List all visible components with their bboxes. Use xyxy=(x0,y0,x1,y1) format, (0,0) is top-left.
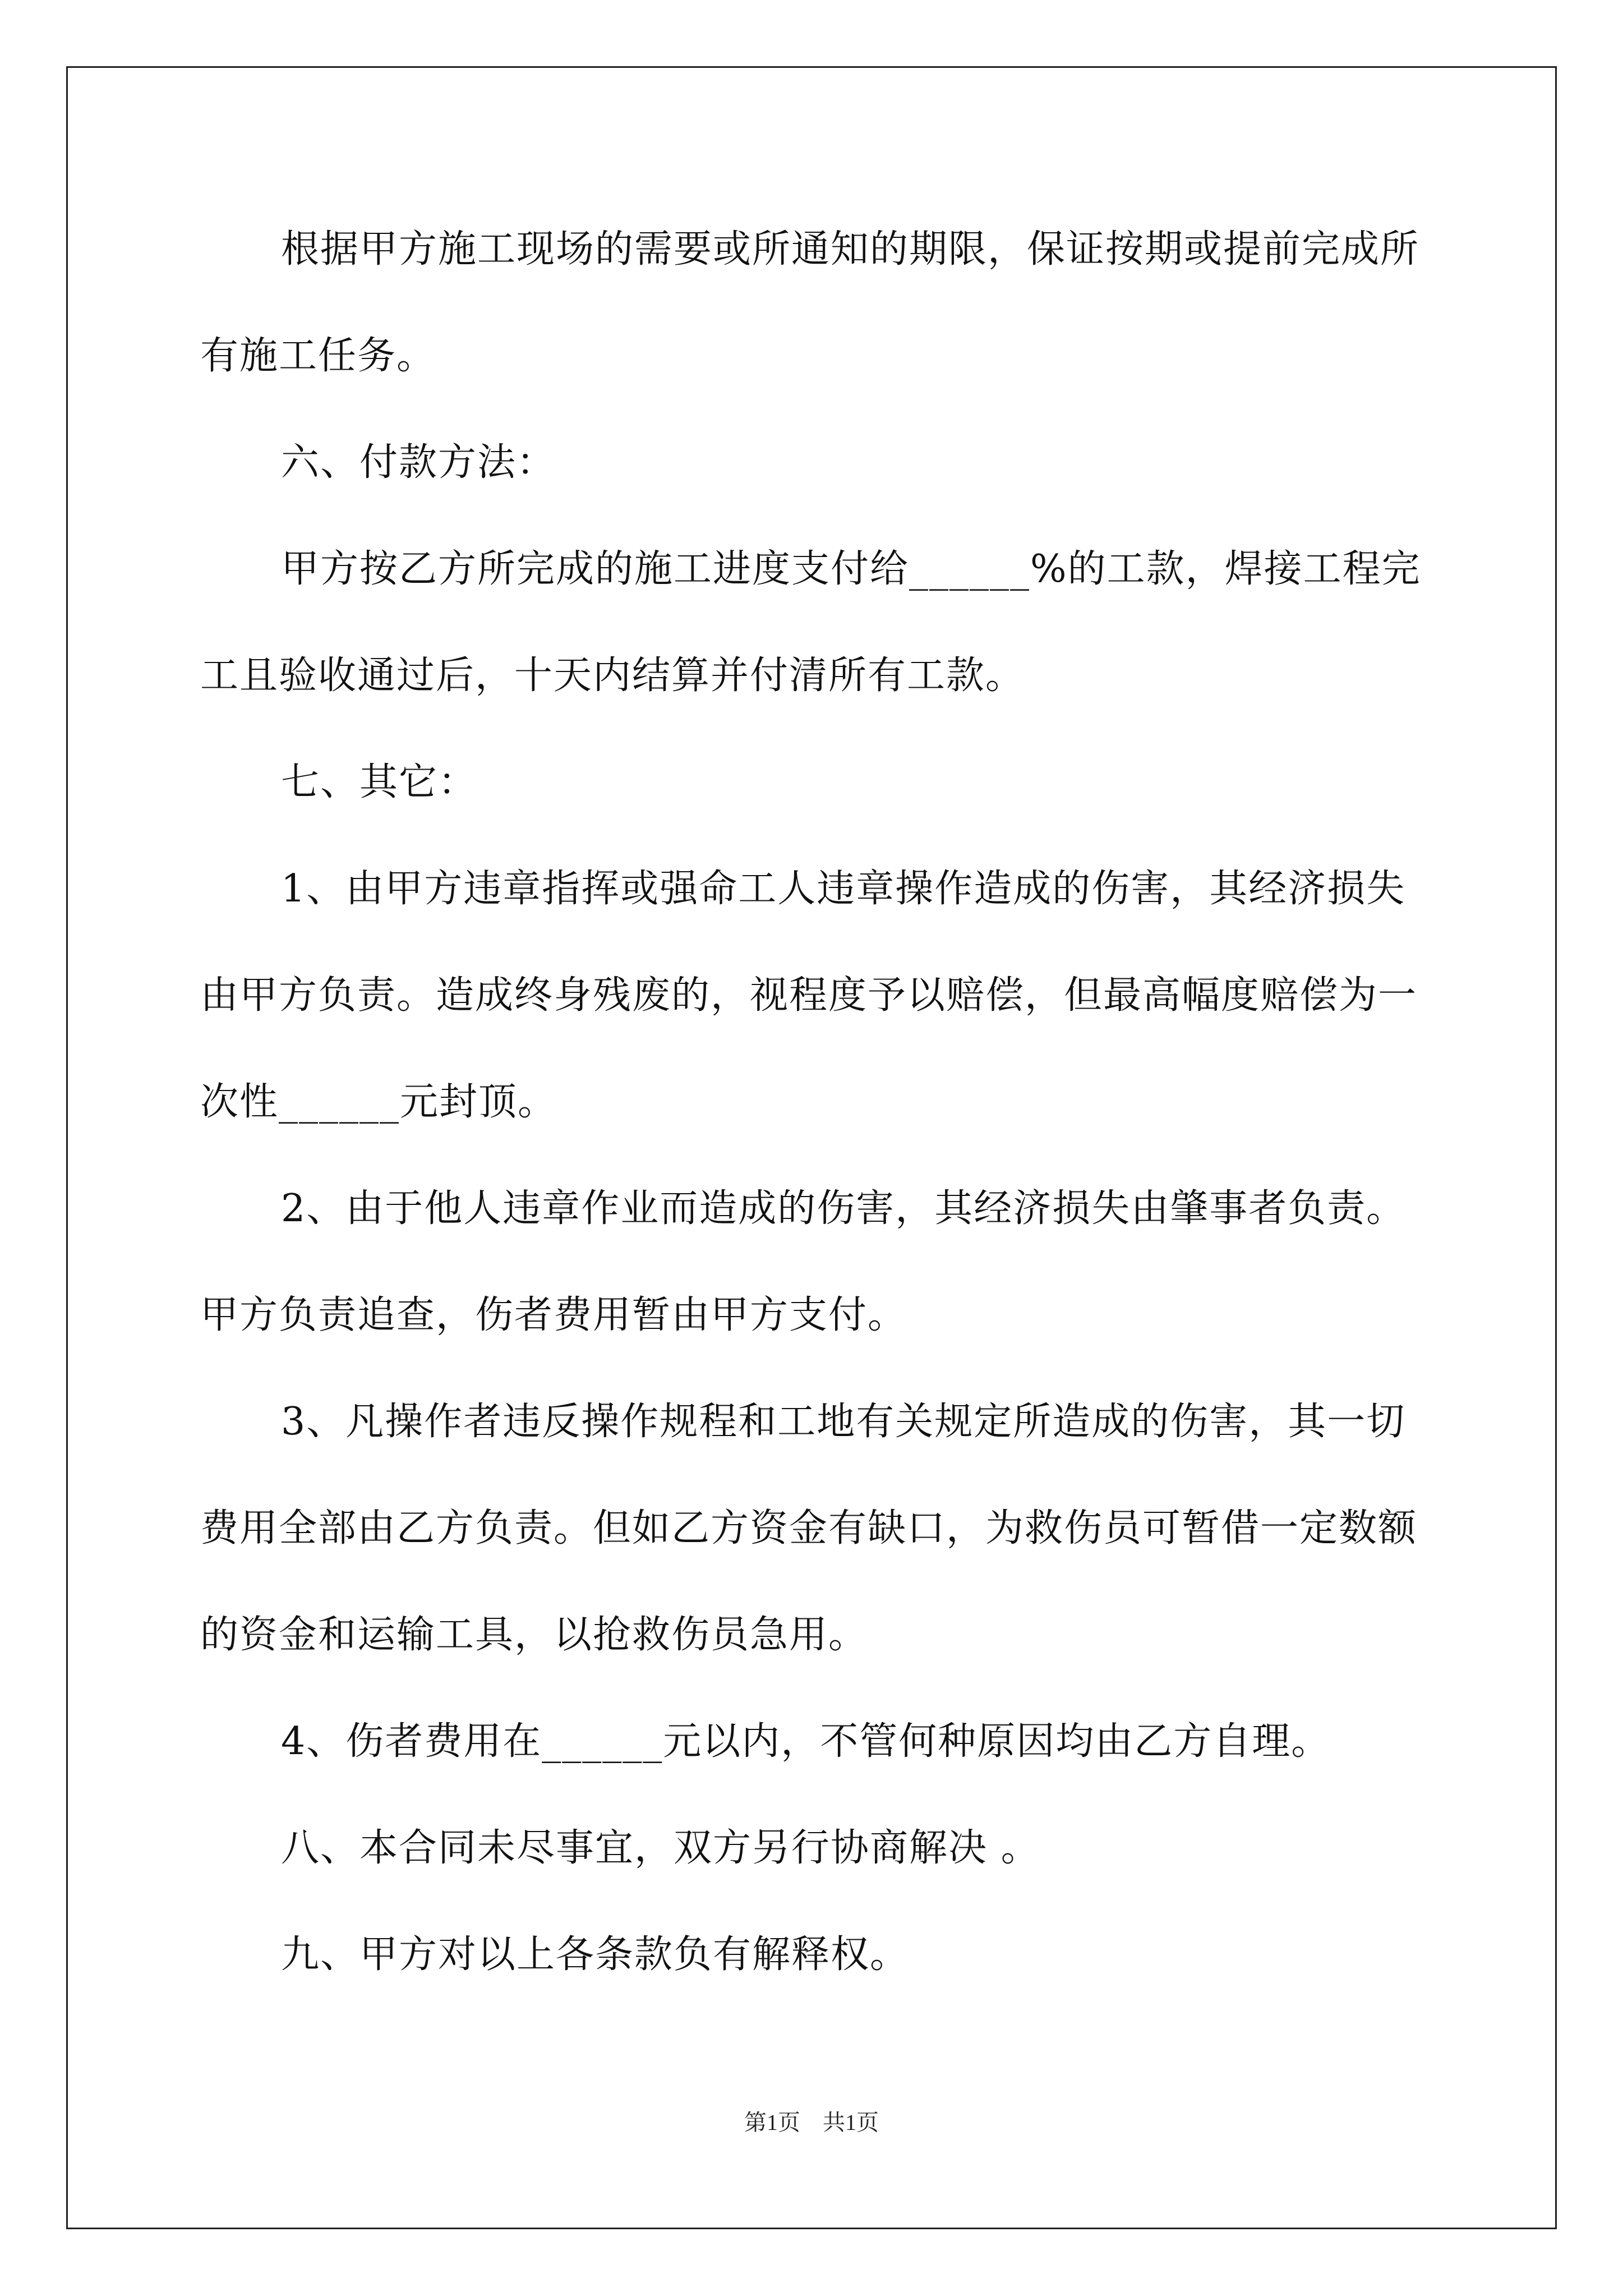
clause-1: 1、由甲方违章指挥或强命工人违章操作造成的伤害，其经济损失由甲方负责。造成终身残废的，视程度予以赔偿，但最高幅度赔偿为一次性______元封顶。 xyxy=(200,867,1418,1124)
clause-3: 3、凡操作者违反操作规程和工地有关规定所造成的伤害，其一切费用全部由乙方负责。但如乙方资金有缺口，为救伤员可暂借一定数额的资金和运输工具，以抢救伤员急用。 xyxy=(200,1400,1418,1657)
section-nine: 九、甲方对以上各条款负有解释权。 xyxy=(281,1932,910,1977)
clause-2: 2、由于他人违章作业而造成的伤害，其经济损失由肇事者负责。甲方负责追查，伤者费用暂由甲方支付。 xyxy=(200,1186,1406,1337)
clause-4: 4、伤者费用在______元以内，不管何种原因均由乙方自理。 xyxy=(281,1719,1331,1764)
heading-payment-method: 六、付款方法： xyxy=(281,440,556,485)
page-footer: 第1页 共1页 xyxy=(744,2110,879,2135)
heading-other: 七、其它： xyxy=(281,760,478,804)
paragraph-payment-terms: 甲方按乙方所完成的施工进度支付给______%的工款，焊接工程完工且验收通过后，十天内结算并付清所有工款。 xyxy=(200,547,1421,698)
paragraph-completion-deadline: 根据甲方施工现场的需要或所通知的期限，保证按期或提前完成所有施工任务。 xyxy=(200,227,1420,378)
section-eight: 八、本合同未尽事宜，双方另行协商解决 。 xyxy=(281,1826,1040,1870)
